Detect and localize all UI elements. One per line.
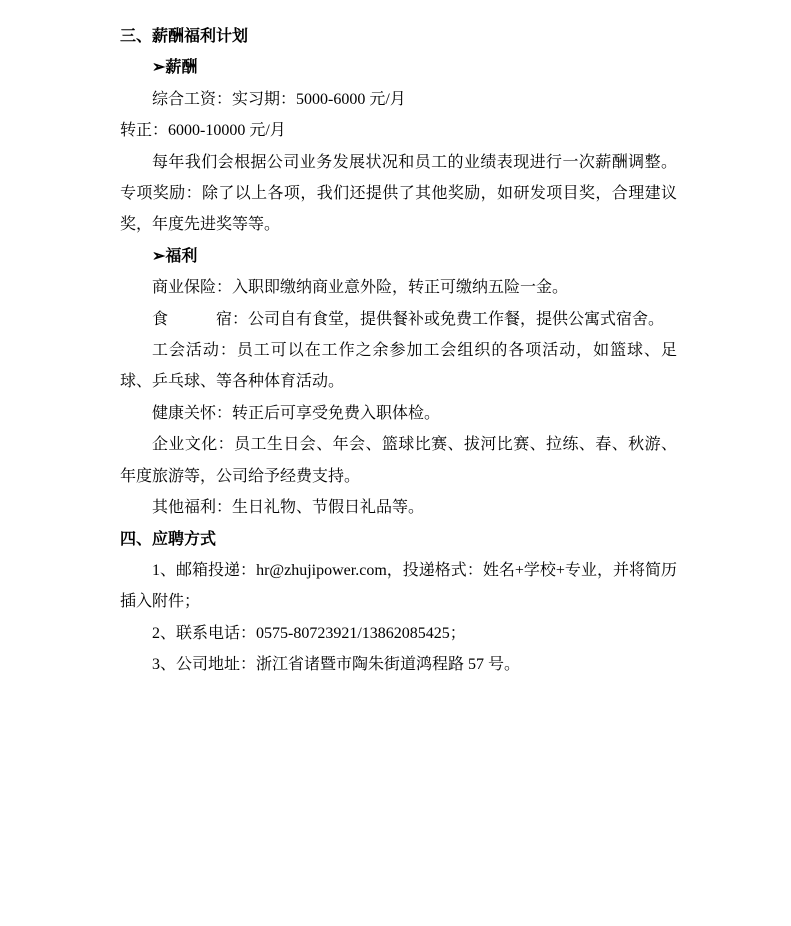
welfare-subheading (120, 241, 677, 272)
welfare-item-insurance: 商业保险：入职即缴纳商业意外险，转正可缴纳五险一金。 (152, 279, 569, 297)
application-section-heading: 四、应聘方式 (120, 530, 217, 548)
welfare-subheading-label: 福利 (165, 247, 198, 265)
welfare-item-union-activities: 工会活动：员工可以在工作之余参加工会组织的各项活动，如篮球、足球、乒乓球、等各种体育活动。 (120, 342, 677, 391)
salary-subheading-label: 薪酬 (165, 59, 198, 77)
arrow-bullet-icon: ➢ (152, 247, 166, 265)
welfare-item-corporate-culture: 企业文化：员工生日会、年会、篮球比赛、拔河比赛、拉练、春、秋游、年度旅游等，公司给予经费支持。 (120, 436, 677, 485)
welfare-item-board-lodging: 食 宿：公司自有食堂，提供餐补或免费工作餐，提供公寓式宿舍。 (152, 310, 665, 328)
salary-subheading (120, 52, 677, 83)
application-item-email: 1、邮箱投递：hr@zhujipower.com，投递格式：姓名+学校+专业，并将简历插入附件； (120, 561, 677, 611)
application-item-address: 3、公司地址：浙江省诸暨市陶朱街道鸿程路 57 号。 (152, 656, 521, 674)
welfare-item-health-care: 健康关怀：转正后可享受免费入职体检。 (152, 404, 441, 422)
salary-adjustment-paragraph: 每年我们会根据公司业务发展状况和员工的业绩表现进行一次薪酬调整。专项奖励：除了以上各项，我们还提供了其他奖励，如研发项目奖，合理建议奖，年度先进奖等等。 (120, 153, 677, 234)
wage-line-internship: 综合工资：实习期：5000-6000 元/月 (152, 90, 406, 108)
application-item-phone: 2、联系电话：0575-80723921/13862085425； (152, 624, 466, 642)
compensation-section-heading: 三、薪酬福利计划 (120, 28, 249, 45)
welfare-item-other-benefits: 其他福利：生日礼物、节假日礼品等。 (152, 499, 425, 517)
arrow-bullet-icon: ➢ (152, 59, 166, 77)
wage-line-regular: 转正：6000-10000 元/月 (120, 122, 286, 140)
